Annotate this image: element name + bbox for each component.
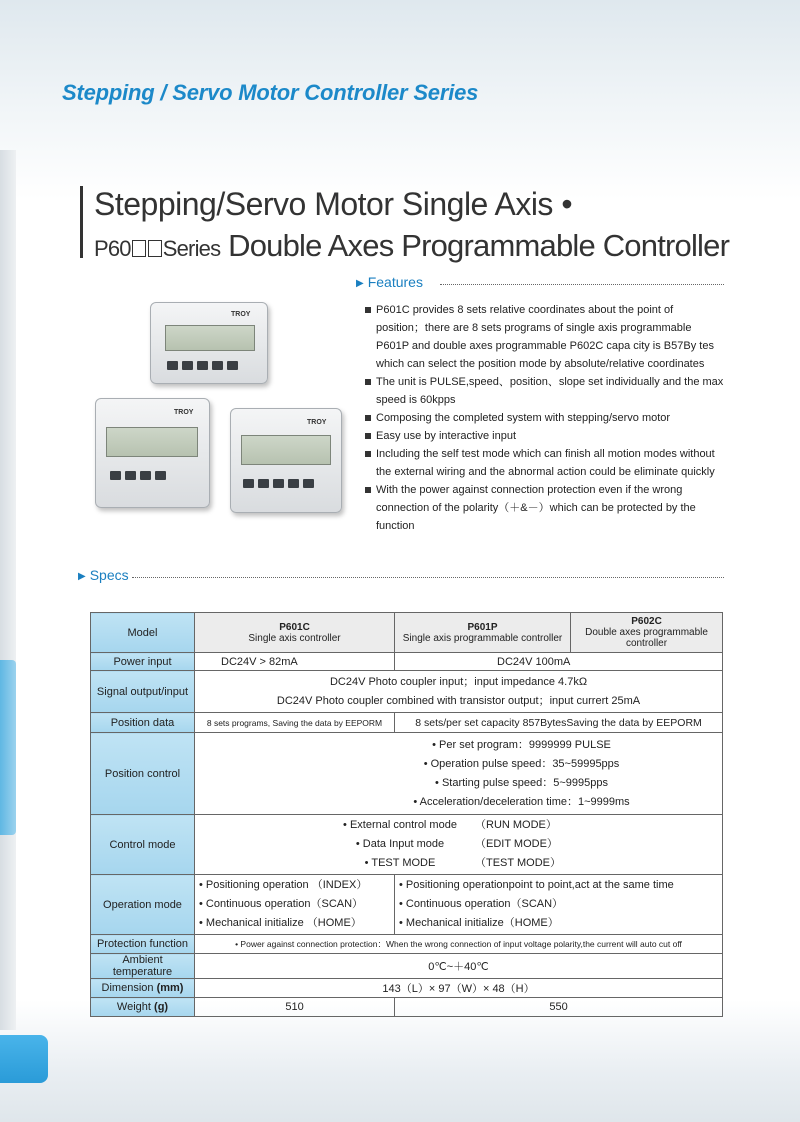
table-row xyxy=(91,935,723,954)
table-row xyxy=(91,979,723,998)
table-row xyxy=(91,875,723,935)
features-divider xyxy=(440,284,724,285)
specs-table xyxy=(90,612,723,1017)
controller-unit: TROY xyxy=(230,408,342,513)
row-label: Signal output/input xyxy=(91,671,195,713)
table-cell: • Positioning operation （INDEX） • Continuous operation（SCAN） • Mechanical initialize （HOME） xyxy=(195,875,395,935)
product-image xyxy=(95,290,345,530)
specs-divider xyxy=(132,577,724,578)
row-label: Dimension (mm) xyxy=(91,979,195,998)
table-row xyxy=(91,613,723,653)
title-series: Series xyxy=(162,236,221,261)
page-title-line1: Stepping/Servo Motor Single Axis • xyxy=(94,186,573,222)
feature-item: With the power against connection protection even if the wrong connection of the polarity（＋&－）which can be protected by the function xyxy=(365,481,725,535)
table-row xyxy=(91,998,723,1017)
row-label: Operation mode xyxy=(91,875,195,935)
series-header: Stepping / Servo Motor Controller Series xyxy=(62,80,479,105)
table-cell: 8 sets/per set capacity 857BytesSaving the data by EEPORM xyxy=(395,713,723,733)
table-cell: • Positioning operationpoint to point,act at the same time • Continuous operation（SCAN） • Mechanical initialize（HOME） xyxy=(395,875,723,935)
model-header: P601P Single axis programmable controller xyxy=(395,613,571,653)
table-cell: 550 xyxy=(395,998,723,1017)
table-row xyxy=(91,671,723,713)
table-cell: 8 sets programs, Saving the data by EEPORM xyxy=(195,713,395,733)
row-label: Power input xyxy=(91,653,195,671)
feature-item: The unit is PULSE,speed、position、slope set individually and the max speed is 60kpps xyxy=(365,373,725,409)
feature-item: Easy use by interactive input xyxy=(365,427,725,445)
row-label: Control mode xyxy=(91,815,195,875)
table-cell: DC24V Photo coupler input；input impedance 4.7kΩ DC24V Photo coupler combined with transistor output；input currert 25mA xyxy=(195,671,723,713)
table-row xyxy=(91,954,723,979)
row-label: Position control xyxy=(91,733,195,815)
features-list xyxy=(365,301,725,535)
title-bar xyxy=(80,186,83,258)
row-label: Model xyxy=(91,613,195,653)
row-label: Protection function xyxy=(91,935,195,954)
table-cell: 143（L）× 97（W）× 48（H） xyxy=(195,979,723,998)
table-cell: DC24V 100mA xyxy=(395,653,723,671)
table-cell: 0℃~＋40℃ xyxy=(195,954,723,979)
feature-item: Including the self test mode which can finish all motion modes without the external wiring and the abnormal action could be eliminate quickly xyxy=(365,445,725,481)
triangle-icon: ▶ xyxy=(78,571,86,582)
table-cell: • Per set program：9999999 PULSE • Operation pulse speed：35~59995pps • Starting pulse speed：5~9995pps • Acceleration/deceleration time：1~9999ms xyxy=(195,733,723,815)
table-row xyxy=(91,815,723,875)
title-prefix: P60 xyxy=(94,236,131,261)
table-row xyxy=(91,653,723,671)
side-accent xyxy=(0,660,16,835)
title-main: Double Axes Programmable Controller xyxy=(228,228,730,263)
feature-item: P601C provides 8 sets relative coordinates about the point of position；there are 8 sets programs of single axis programmable P601P and double axes programmable P602C capa city is B57By tes which can select the position mode by absolute/relative coordinates xyxy=(365,301,725,373)
page-title-line2 xyxy=(94,228,729,264)
placeholder-box-icon xyxy=(132,240,146,257)
controller-unit: TROY xyxy=(150,302,268,384)
background-bottom xyxy=(0,1000,800,1122)
feature-item: Composing the completed system with stepping/servo motor xyxy=(365,409,725,427)
model-header: P602C Double axes programmable controller xyxy=(571,613,723,653)
side-strip xyxy=(0,150,16,1030)
table-cell: • Power against connection protection：When the wrong connection of input voltage polarity,the current will auto cut off xyxy=(195,935,723,954)
triangle-icon: ▶ xyxy=(356,278,364,289)
controller-unit: TROY xyxy=(95,398,210,508)
table-row xyxy=(91,713,723,733)
row-label: Ambient temperature xyxy=(91,954,195,979)
page-tab xyxy=(0,1035,48,1083)
row-label: Position data xyxy=(91,713,195,733)
features-label: ▶ Features xyxy=(356,274,423,290)
table-row xyxy=(91,733,723,815)
model-header: P601C Single axis controller xyxy=(195,613,395,653)
table-cell: • External control mode （RUN MODE） • Data Input mode （EDIT MODE） • TEST MODE （TEST MODE） xyxy=(195,815,723,875)
row-label: Weight (g) xyxy=(91,998,195,1017)
specs-label: ▶ Specs xyxy=(78,567,129,583)
table-cell: DC24V > 82mA xyxy=(195,653,395,671)
placeholder-box-icon xyxy=(148,240,162,257)
table-cell: 510 xyxy=(195,998,395,1017)
